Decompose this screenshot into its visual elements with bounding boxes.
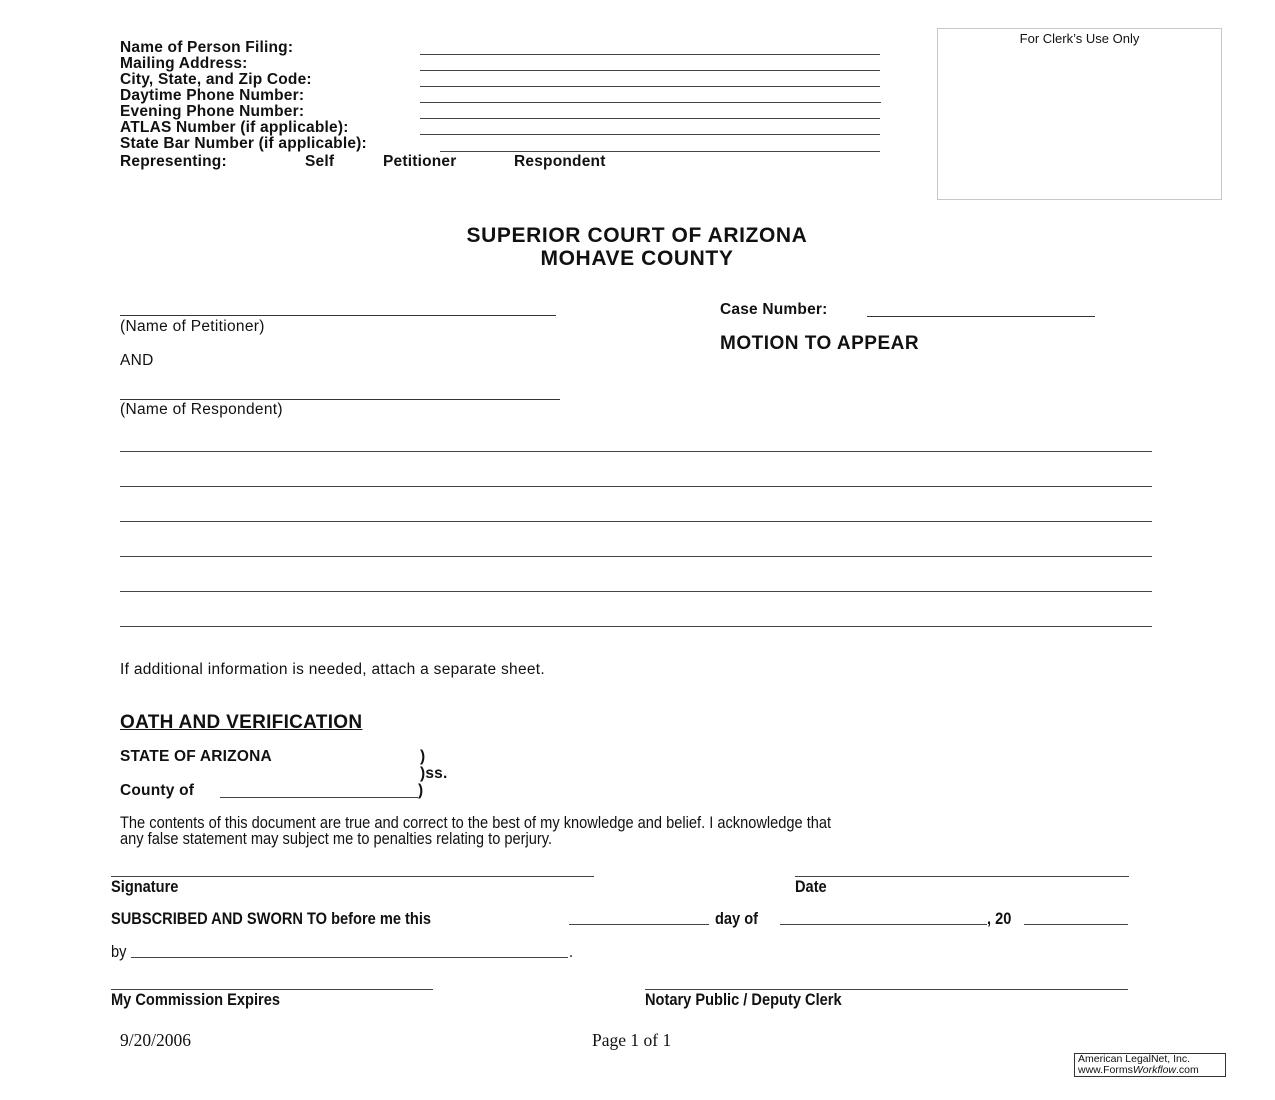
footer-page-number: Page 1 of 1 (592, 1030, 672, 1050)
document-title: MOTION TO APPEAR (720, 333, 920, 354)
oath-statement-line-1: The contents of this document are true and correct to the best of my knowledge and belief. I acknowledge that (120, 813, 832, 832)
publisher-url-italic: Workflow (1132, 1064, 1177, 1076)
signature-line[interactable] (111, 876, 594, 877)
oath-statement-line-2: any false statement may subject me to penalties relating to perjury. (120, 829, 553, 848)
county-of-line (220, 797, 418, 798)
by-label: by (111, 942, 127, 961)
publisher-box (1074, 1053, 1226, 1077)
state-bar-number-label: State Bar Number (if applicable): (120, 135, 367, 152)
petitioner-name-field[interactable] (120, 298, 560, 316)
mailing-address-label: Mailing Address: (120, 55, 248, 72)
paren-3: ) (418, 782, 424, 799)
city-state-zip-label: City, State, and Zip Code: (120, 71, 312, 88)
representing-option-respondent[interactable]: Respondent (514, 153, 606, 170)
petitioner-label: (Name of Petitioner) (120, 318, 265, 335)
sworn-prefix: SUBSCRIBED AND SWORN TO before me this (111, 909, 432, 928)
body-line[interactable] (120, 486, 1152, 487)
footer-date: 9/20/2006 (120, 1030, 191, 1050)
body-line[interactable] (120, 591, 1152, 592)
paren-1: ) (420, 748, 426, 765)
representing-label: Representing: (120, 153, 227, 170)
atlas-number-label: ATLAS Number (if applicable): (120, 119, 349, 136)
representing-option-self[interactable]: Self (305, 153, 335, 170)
date-line[interactable] (795, 876, 1129, 877)
publisher-name: American LegalNet, Inc. (1078, 1053, 1191, 1065)
name-of-person-filing-label: Name of Person Filing: (120, 39, 294, 56)
state-of-arizona-label: STATE OF ARIZONA (120, 748, 272, 765)
sworn-year-line[interactable] (1024, 924, 1128, 925)
body-line[interactable] (120, 626, 1152, 627)
county-of-label: County of (120, 782, 195, 799)
daytime-phone-label: Daytime Phone Number: (120, 87, 305, 104)
signature-label: Signature (111, 877, 179, 896)
publisher-url[interactable] (1078, 1065, 1222, 1076)
by-suffix: . (569, 942, 574, 961)
evening-phone-label: Evening Phone Number: (120, 103, 305, 120)
case-number-line (867, 316, 1095, 317)
case-number-label: Case Number: (720, 301, 828, 318)
ss-label: )ss. (420, 765, 448, 782)
body-line[interactable] (120, 556, 1152, 557)
respondent-name-field[interactable] (120, 382, 564, 400)
publisher-url-prefix: www.Forms (1078, 1064, 1133, 1076)
commission-expires-label: My Commission Expires (111, 990, 281, 1009)
body-line[interactable] (120, 451, 1152, 452)
court-name: SUPERIOR COURT OF ARIZONA (466, 224, 808, 247)
publisher-url-suffix: .com (1176, 1064, 1199, 1076)
respondent-label: (Name of Respondent) (120, 401, 283, 418)
additional-info-note: If additional information is needed, attach a separate sheet. (120, 661, 546, 678)
sworn-day-line[interactable] (569, 924, 709, 925)
clerk-use-box (937, 28, 1222, 200)
representing-option-petitioner[interactable]: Petitioner (383, 153, 457, 170)
state-bar-number-line (440, 151, 880, 152)
date-label: Date (795, 877, 827, 896)
and-label: AND (120, 352, 154, 369)
clerk-use-title: For Clerk’s Use Only (1019, 31, 1140, 46)
oath-title: OATH AND VERIFICATION (120, 712, 363, 733)
year-prefix: , 20 (987, 909, 1012, 928)
petitioner-name-line (120, 315, 556, 316)
notary-public-label: Notary Public / Deputy Clerk (645, 990, 842, 1009)
by-line[interactable] (131, 957, 568, 958)
day-of-label: day of (715, 909, 759, 928)
respondent-name-line (120, 399, 560, 400)
sworn-month-line[interactable] (780, 924, 987, 925)
county-name: MOHAVE COUNTY (540, 247, 734, 270)
body-line[interactable] (120, 521, 1152, 522)
